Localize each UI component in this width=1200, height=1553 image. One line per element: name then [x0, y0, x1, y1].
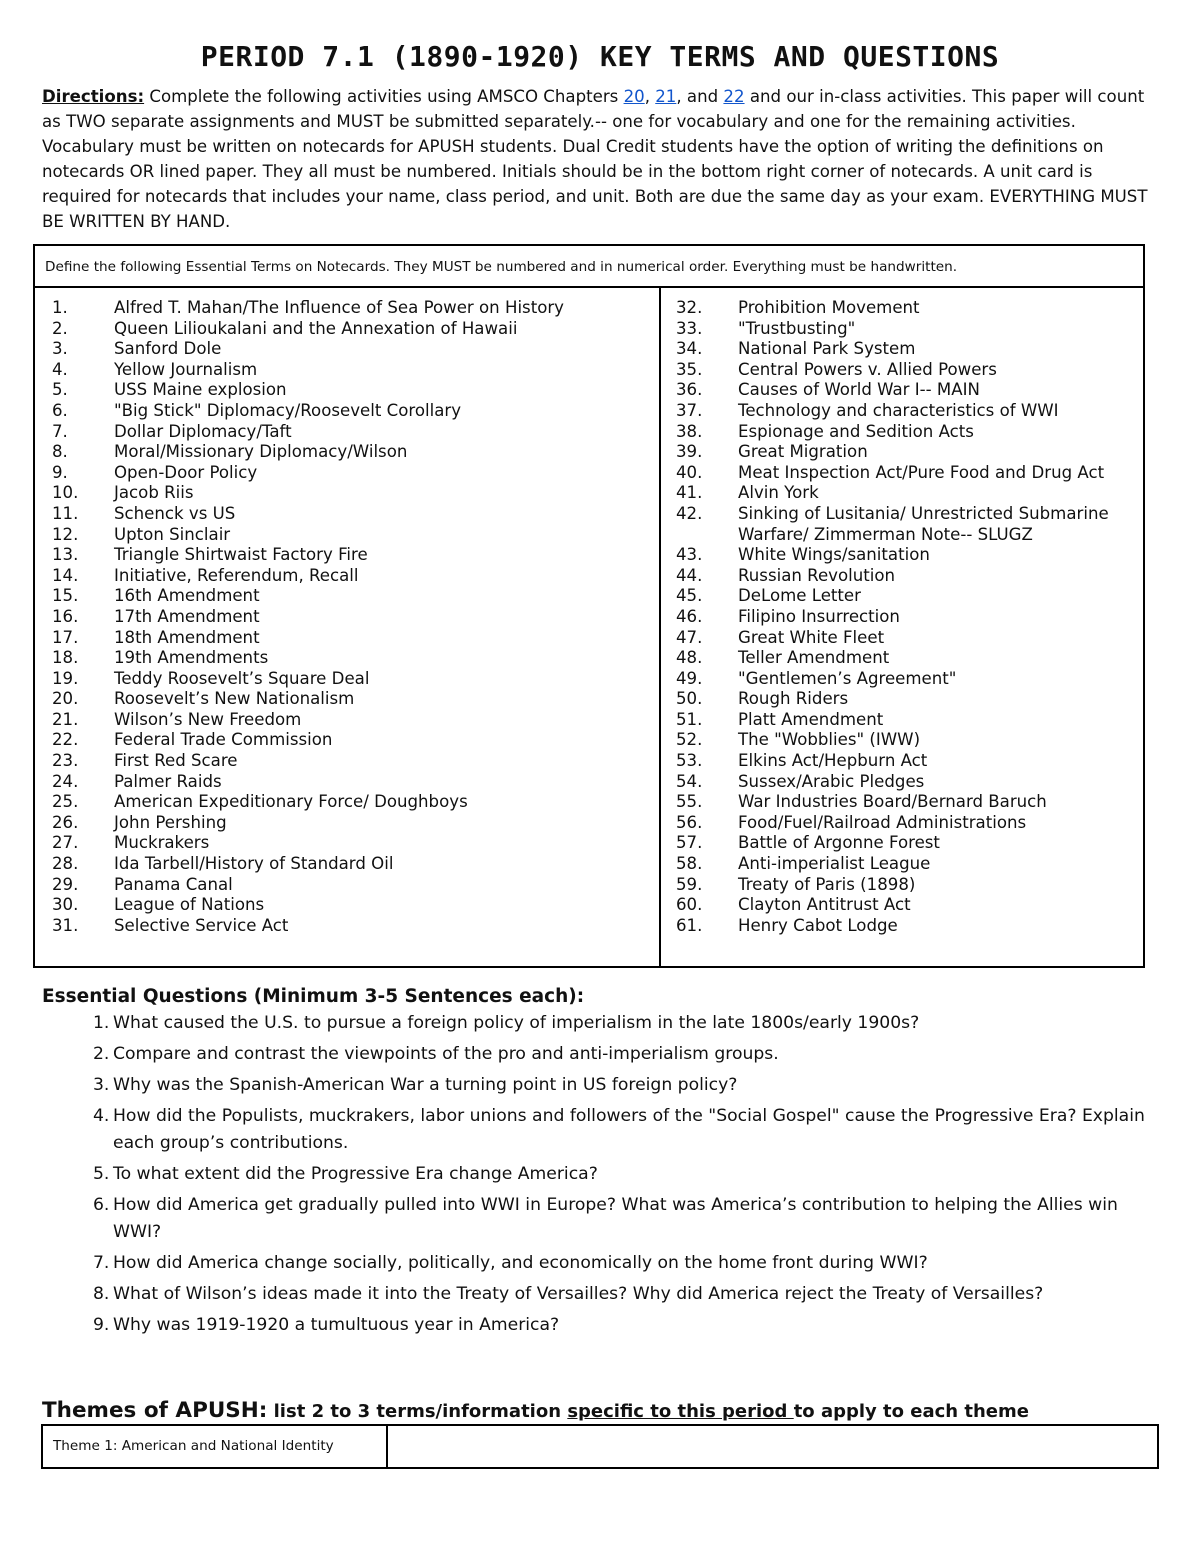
term-number: 9. [52, 462, 68, 482]
term-text: Elkins Act/Hepburn Act [738, 751, 928, 771]
term-number: 43. [676, 545, 703, 565]
term-item [35, 319, 659, 340]
term-text: Technology and characteristics of WWI [738, 400, 1059, 420]
term-number: 16. [52, 606, 79, 626]
term-item [35, 298, 659, 319]
chapter-22-link[interactable]: 22 [723, 87, 745, 106]
term-item [661, 545, 1143, 566]
term-number: 35. [676, 359, 703, 379]
question-item [42, 1281, 1152, 1308]
term-item [661, 463, 1143, 484]
term-item [661, 854, 1143, 875]
term-number: 10. [52, 483, 79, 503]
term-number: 30. [52, 895, 79, 915]
term-item [661, 586, 1143, 607]
term-number: 37. [676, 400, 703, 420]
term-number: 48. [676, 648, 703, 668]
term-number: 34. [676, 339, 703, 359]
term-text: Schenck vs US [114, 503, 236, 523]
term-item [35, 339, 659, 360]
term-text: Roosevelt’s New Nationalism [114, 689, 355, 709]
term-item [661, 401, 1143, 422]
term-item [661, 813, 1143, 834]
term-text: Alfred T. Mahan/The Influence of Sea Power on History [114, 298, 564, 317]
term-item [661, 648, 1143, 669]
term-item [35, 669, 659, 690]
question-number: 3. [93, 1075, 110, 1095]
question-text: How did the Populists, muckrakers, labor unions and followers of the "Social Gospel" cause the Progressive Era? Explain each group’s contributions. [113, 1106, 1145, 1153]
term-text: Selective Service Act [114, 915, 289, 935]
directions-paragraph [42, 84, 1158, 234]
term-number: 49. [676, 668, 703, 688]
question-number: 4. [93, 1106, 110, 1126]
term-number: 55. [676, 792, 703, 812]
term-number: 45. [676, 586, 703, 606]
term-text: DeLome Letter [738, 586, 861, 606]
term-number: 36. [676, 380, 703, 400]
term-item [661, 298, 1143, 319]
term-text: John Pershing [114, 812, 227, 832]
themes-heading-underlined: specific to this period [567, 1401, 794, 1422]
term-text: Platt Amendment [738, 709, 884, 729]
term-text: Battle of Argonne Forest [738, 833, 940, 853]
term-number: 46. [676, 606, 703, 626]
essential-terms-table [33, 244, 1145, 968]
term-number: 52. [676, 730, 703, 750]
term-text: Henry Cabot Lodge [738, 915, 898, 935]
term-text: Muckrakers [114, 833, 210, 853]
directions-text-after: and our in-class activities. This paper will count as TWO separate assignments and MUST be submitted separately.-- one for vocabulary and one for the remaining activities. Vocabulary must be written on notecards for APUSH students. Dual Credit students have the option of writing the definitions on notecards OR lined paper. They all must be numbered. Initials should be in the bottom right corner of notecards. A unit card is required for notecards that includes your name, class period, and unit. Both are due the same day as your exam. EVERYTHING MUST BE WRITTEN BY HAND. [42, 87, 1148, 231]
themes-heading-mid: list 2 to 3 terms/information [267, 1401, 568, 1422]
term-text: "Gentlemen’s Agreement" [738, 668, 957, 688]
term-text: American Expeditionary Force/ Doughboys [114, 792, 468, 812]
term-number: 11. [52, 503, 79, 523]
term-text: Central Powers v. Allied Powers [738, 359, 997, 379]
term-number: 8. [52, 442, 68, 462]
term-item [35, 442, 659, 463]
term-number: 41. [676, 483, 703, 503]
term-number: 42. [676, 503, 703, 523]
term-text: Queen Lilioukalani and the Annexation of Hawaii [114, 318, 518, 338]
term-number: 54. [676, 771, 703, 791]
chapter-21-link[interactable]: 21 [655, 87, 677, 106]
term-number: 1. [52, 298, 68, 317]
question-item [42, 1010, 1152, 1037]
term-text: Panama Canal [114, 874, 233, 894]
term-item [35, 360, 659, 381]
term-number: 31. [52, 915, 79, 935]
term-item [661, 730, 1143, 751]
term-item [35, 422, 659, 443]
term-number: 39. [676, 442, 703, 462]
term-item [661, 772, 1143, 793]
term-number: 47. [676, 627, 703, 647]
term-number: 6. [52, 400, 68, 420]
theme-answer-cell[interactable] [388, 1426, 1157, 1467]
question-text: Why was 1919-1920 a tumultuous year in America? [113, 1315, 560, 1335]
term-item [661, 339, 1143, 360]
term-text: Filipino Insurrection [738, 606, 900, 626]
term-number: 27. [52, 833, 79, 853]
chapter-20-link[interactable]: 20 [623, 87, 645, 106]
term-item [35, 401, 659, 422]
question-text: What caused the U.S. to pursue a foreign policy of imperialism in the late 1800s/early 1900s? [113, 1013, 920, 1033]
term-item [35, 380, 659, 401]
term-number: 18. [52, 648, 79, 668]
term-item [661, 895, 1143, 916]
themes-heading [42, 1398, 1029, 1423]
term-text: Meat Inspection Act/Pure Food and Drug Act [738, 462, 1105, 482]
term-number: 26. [52, 812, 79, 832]
term-text: 17th Amendment [114, 606, 260, 626]
term-text: 16th Amendment [114, 586, 260, 606]
term-item [661, 607, 1143, 628]
term-number: 3. [52, 339, 68, 359]
terms-left-column [35, 288, 661, 966]
term-text: Anti-imperialist League [738, 854, 931, 874]
term-number: 60. [676, 895, 703, 915]
term-number: 29. [52, 874, 79, 894]
term-text: League of Nations [114, 895, 265, 915]
term-text: Sussex/Arabic Pledges [738, 771, 925, 791]
term-item [661, 422, 1143, 443]
term-item [661, 875, 1143, 896]
question-number: 7. [93, 1253, 110, 1273]
term-text: Sinking of Lusitania/ Unrestricted Submarine Warfare/ Zimmerman Note-- SLUGZ [738, 503, 1109, 544]
term-item [35, 813, 659, 834]
term-number: 40. [676, 462, 703, 482]
term-text: Dollar Diplomacy/Taft [114, 421, 292, 441]
term-text: Food/Fuel/Railroad Administrations [738, 812, 1027, 832]
term-item [35, 916, 659, 937]
term-number: 61. [676, 915, 703, 935]
terms-right-column [661, 288, 1143, 966]
term-number: 28. [52, 854, 79, 874]
question-number: 8. [93, 1284, 110, 1304]
question-text: How did America change socially, politically, and economically on the home front during WWI? [113, 1253, 928, 1273]
term-item [35, 751, 659, 772]
term-item [35, 895, 659, 916]
term-text: Russian Revolution [738, 565, 896, 585]
term-text: Upton Sinclair [114, 524, 231, 544]
theme-label-cell: Theme 1: American and National Identity [43, 1426, 388, 1467]
question-number: 1. [93, 1013, 110, 1033]
term-text: Great White Fleet [738, 627, 885, 647]
term-number: 13. [52, 545, 79, 565]
term-item [661, 628, 1143, 649]
term-item [661, 669, 1143, 690]
term-text: 19th Amendments [114, 648, 269, 668]
question-number: 2. [93, 1044, 110, 1064]
term-item [35, 772, 659, 793]
term-item [661, 833, 1143, 854]
term-number: 4. [52, 359, 68, 379]
essential-questions-list [42, 1010, 1152, 1343]
term-text: Open-Door Policy [114, 462, 258, 482]
term-text: The "Wobblies" (IWW) [738, 730, 921, 750]
term-text: Teddy Roosevelt’s Square Deal [114, 668, 370, 688]
term-item [35, 689, 659, 710]
term-number: 44. [676, 565, 703, 585]
term-item [35, 607, 659, 628]
term-text: Wilson’s New Freedom [114, 709, 302, 729]
directions-text-before: Complete the following activities using AMSCO Chapters [144, 87, 624, 106]
term-text: Triangle Shirtwaist Factory Fire [114, 545, 368, 565]
term-item [661, 916, 1143, 937]
question-text: How did America get gradually pulled into WWI in Europe? What was America’s contribution to helping the Allies win WWI? [113, 1195, 1118, 1242]
term-number: 21. [52, 709, 79, 729]
term-text: Alvin York [738, 483, 819, 503]
term-item [35, 792, 659, 813]
question-item [42, 1250, 1152, 1277]
term-number: 14. [52, 565, 79, 585]
term-text: "Big Stick" Diplomacy/Roosevelt Corollary [114, 400, 462, 420]
question-text: Why was the Spanish-American War a turning point in US foreign policy? [113, 1075, 738, 1095]
term-number: 59. [676, 874, 703, 894]
term-item [35, 875, 659, 896]
term-number: 17. [52, 627, 79, 647]
question-item [42, 1072, 1152, 1099]
term-number: 58. [676, 854, 703, 874]
term-number: 38. [676, 421, 703, 441]
term-text: Sanford Dole [114, 339, 222, 359]
term-text: Rough Riders [738, 689, 849, 709]
term-text: Palmer Raids [114, 771, 222, 791]
question-text: Compare and contrast the viewpoints of the pro and anti-imperialism groups. [113, 1044, 779, 1064]
term-item [35, 504, 659, 525]
term-item [35, 854, 659, 875]
themes-heading-end: to apply to each theme [793, 1401, 1029, 1422]
question-number: 9. [93, 1315, 110, 1335]
term-text: Yellow Journalism [114, 359, 258, 379]
term-number: 5. [52, 380, 68, 400]
term-number: 15. [52, 586, 79, 606]
term-item [661, 710, 1143, 731]
term-number: 19. [52, 668, 79, 688]
question-text: To what extent did the Progressive Era change America? [113, 1164, 598, 1184]
term-number: 33. [676, 318, 703, 338]
question-number: 6. [93, 1195, 110, 1215]
term-text: "Trustbusting" [738, 318, 856, 338]
term-text: White Wings/sanitation [738, 545, 930, 565]
directions-separator: , [644, 87, 656, 106]
term-item [35, 525, 659, 546]
term-number: 32. [676, 298, 703, 317]
term-item [35, 483, 659, 504]
term-item [661, 483, 1143, 504]
term-item [35, 628, 659, 649]
term-item [35, 833, 659, 854]
term-item [661, 792, 1143, 813]
term-item [661, 504, 1143, 545]
term-number: 7. [52, 421, 68, 441]
term-item [661, 442, 1143, 463]
term-item [661, 360, 1143, 381]
essential-questions-heading: Essential Questions (Minimum 3-5 Sentences each): [42, 986, 585, 1007]
question-item [42, 1161, 1152, 1188]
term-text: 18th Amendment [114, 627, 260, 647]
term-number: 20. [52, 689, 79, 709]
term-number: 50. [676, 689, 703, 709]
term-item [661, 566, 1143, 587]
term-text: USS Maine explosion [114, 380, 287, 400]
term-text: Federal Trade Commission [114, 730, 333, 750]
term-number: 57. [676, 833, 703, 853]
question-item [42, 1041, 1152, 1068]
term-number: 23. [52, 751, 79, 771]
term-text: Initiative, Referendum, Recall [114, 565, 359, 585]
directions-label: Directions: [42, 87, 145, 106]
question-item [42, 1103, 1152, 1157]
term-text: National Park System [738, 339, 916, 359]
term-item [35, 648, 659, 669]
page-title: PERIOD 7.1 (1890-1920) KEY TERMS AND QUESTIONS [200, 40, 1000, 73]
themes-table [41, 1424, 1159, 1469]
term-item [661, 751, 1143, 772]
term-text: Teller Amendment [738, 648, 890, 668]
term-item [35, 566, 659, 587]
term-number: 51. [676, 709, 703, 729]
term-text: Ida Tarbell/History of Standard Oil [114, 854, 394, 874]
term-number: 2. [52, 318, 68, 338]
term-text: Prohibition Movement [738, 298, 920, 317]
term-text: War Industries Board/Bernard Baruch [738, 792, 1047, 812]
themes-heading-title: Themes of APUSH: [42, 1398, 268, 1423]
term-number: 56. [676, 812, 703, 832]
term-item [661, 380, 1143, 401]
term-text: Great Migration [738, 442, 868, 462]
question-item [42, 1192, 1152, 1246]
term-text: Clayton Antitrust Act [738, 895, 911, 915]
terms-header: Define the following Essential Terms on Notecards. They MUST be numbered and in numerical order. Everything must be handwritten. [35, 246, 1143, 288]
term-item [35, 710, 659, 731]
term-number: 12. [52, 524, 79, 544]
question-text: What of Wilson’s ideas made it into the Treaty of Versailles? Why did America reject the Treaty of Versailles? [113, 1284, 1044, 1304]
term-text: First Red Scare [114, 751, 238, 771]
term-number: 53. [676, 751, 703, 771]
term-number: 24. [52, 771, 79, 791]
directions-separator: , and [676, 87, 724, 106]
term-item [35, 730, 659, 751]
question-number: 5. [93, 1164, 110, 1184]
term-item [35, 586, 659, 607]
term-text: Causes of World War I-- MAIN [738, 380, 980, 400]
term-number: 25. [52, 792, 79, 812]
term-text: Espionage and Sedition Acts [738, 421, 974, 441]
term-item [661, 689, 1143, 710]
term-text: Treaty of Paris (1898) [738, 874, 916, 894]
question-item [42, 1312, 1152, 1339]
term-item [35, 545, 659, 566]
term-number: 22. [52, 730, 79, 750]
term-text: Moral/Missionary Diplomacy/Wilson [114, 442, 408, 462]
term-text: Jacob Riis [114, 483, 194, 503]
term-item [661, 319, 1143, 340]
term-item [35, 463, 659, 484]
